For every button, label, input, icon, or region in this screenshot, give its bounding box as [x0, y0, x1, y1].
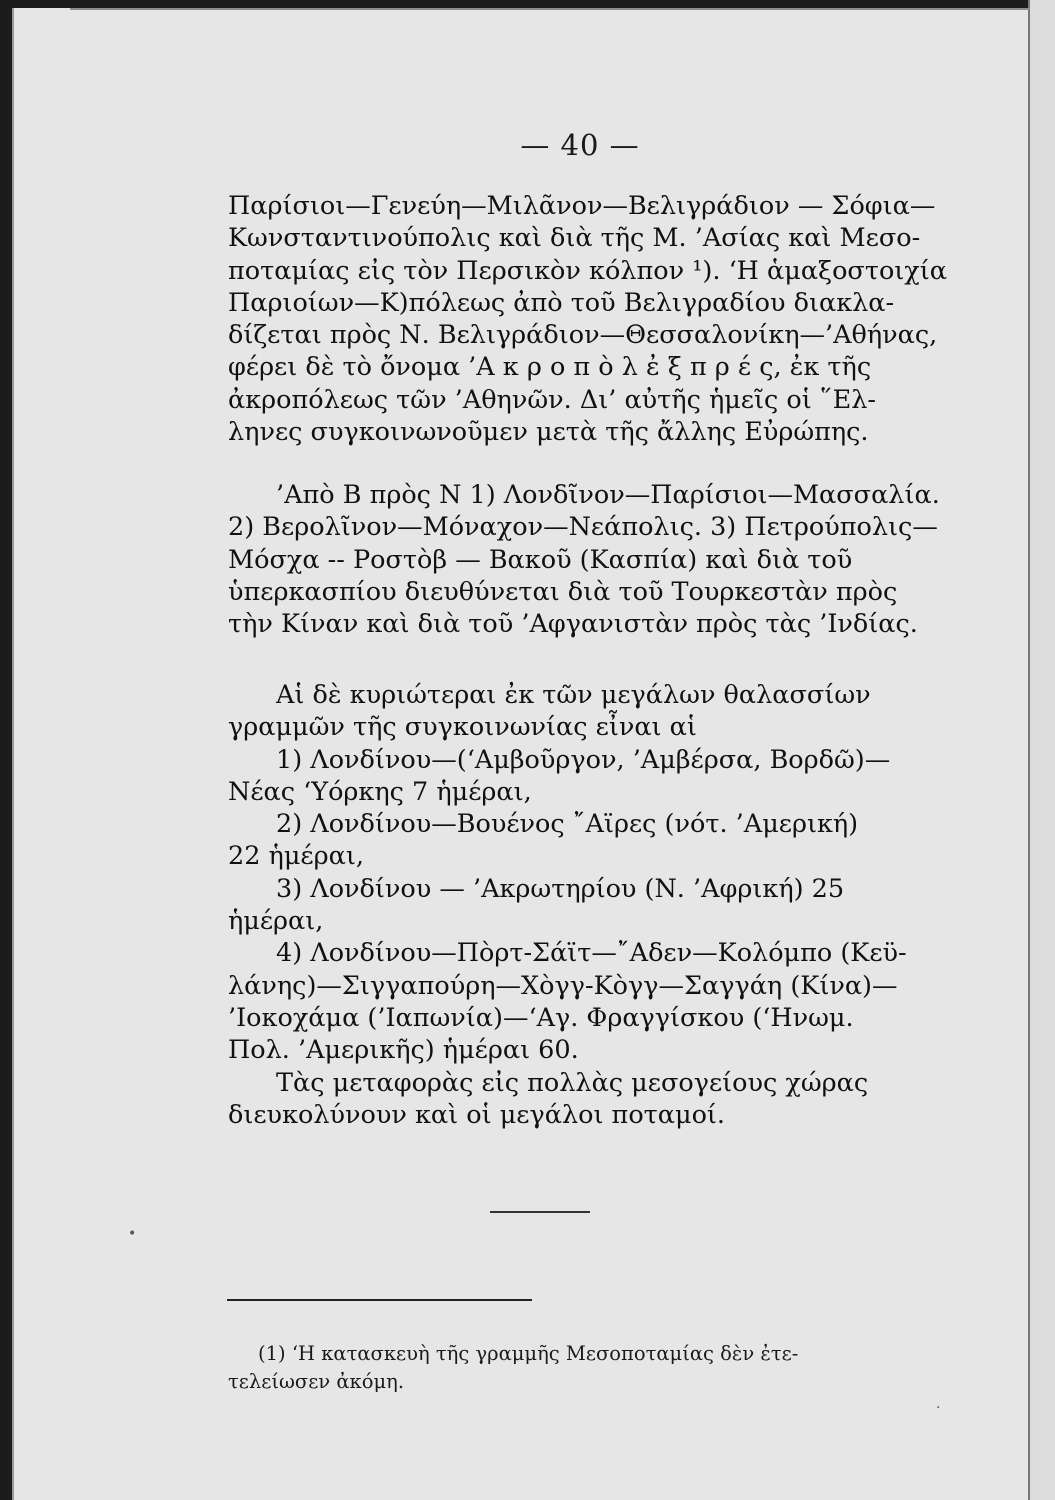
text-line: ’Ιοκοχάμα (’Ιαπωνία)—‘Αγ. Φραγγίσκου (‘Ηνωμ. — [228, 1002, 854, 1033]
text-line: γραμμῶν τῆς συγκοινωνίας εἶναι αἱ — [228, 712, 697, 743]
text-line: διευκολύνουν καὶ οἱ μεγάλοι ποταμοί. — [228, 1099, 726, 1130]
text-line: 1) Λονδίνου—(‘Αμβοῦργον, ’Αμβέρσα, Βορδῶ)— — [276, 744, 891, 775]
text-line: 4) Λονδίνου—Πὸρτ-Σάϊτ—῎Αδεν—Κολόμπο (Κεϋ- — [276, 938, 907, 969]
text-line: ὑπερκασπίου διευθύνεται διὰ τοῦ Τουρκεστὰν πρὸς — [228, 576, 898, 607]
text-line: φέρει δὲ τὸ ὄνομα ’Α κ ρ ο π ὸ λ ἐ ξ π ρ έ ς, ἐκ τῆς — [228, 352, 872, 383]
text-line: ληνες συγκοινωνοῦμεν μετὰ τῆς ἄλλης Εὐρώπης. — [228, 417, 869, 448]
text-line: ἡμέραι, — [228, 906, 324, 937]
text-line: Αἱ δὲ κυριώτεραι ἐκ τῶν μεγάλων θαλασσίων — [276, 680, 871, 710]
text-line: δίζεται πρὸς Ν. Βελιγράδιον—Θεσσαλονίκη—’Αθήνας, — [228, 320, 938, 351]
footnote — [228, 1340, 938, 1396]
text-line: 3) Λονδίνου — ’Ακρωτηρίου (Ν. ’Αφρική) 25 — [276, 873, 845, 904]
text-line: λάνης)—Σιγγαπούρη—Χὸγγ-Κὸγγ—Σαγγάη (Κίνα)— — [228, 970, 898, 1001]
text-line: ποταμίας εἰς τὸν Περσικὸν κόλπον ¹). ‘Η ἁμαξοστοιχία — [228, 255, 947, 286]
footnote-line: τελείωσεν ἀκόμη. — [228, 1370, 405, 1393]
speck-mark: · — [936, 1400, 941, 1416]
paragraph-sea-routes — [228, 679, 940, 1131]
paragraph-railways-north-south — [228, 479, 940, 640]
text-line: 2) Βερολῖνον—Μόναχον—Νεάπολις. 3) Πετρούπολις— — [228, 512, 938, 543]
page-edge — [1028, 0, 1055, 1500]
text-line: Τὰς μεταφορὰς εἰς πολλὰς μεσογείους χώρας — [276, 1067, 869, 1098]
section-divider — [490, 1211, 590, 1213]
text-line: Μόσχα -- Ροστὸβ — Βακοῦ (Κασπία) καὶ διὰ τοῦ — [228, 544, 853, 575]
text-line: Παρίσιοι—Γενεύη—Μιλᾶνον—Βελιγράδιον — Σόφια— — [228, 191, 936, 221]
text-line: Νέας ‘Υόρκης 7 ἡμέραι, — [228, 776, 532, 807]
text-line: ’Απὸ Β πρὸς Ν 1) Λονδῖνον—Παρίσιοι—Μασσαλία. — [276, 480, 940, 510]
text-line: 2) Λονδίνου—Βουένος ῎Αϊρες (νότ. ’Αμερική) — [276, 809, 859, 840]
text-line: ἀκροπόλεως τῶν ’Αθηνῶν. Δι’ αὐτῆς ἡμεῖς οἱ ῞Ελ- — [228, 384, 876, 415]
text-line: Κωνσταντινούπολις καὶ διὰ τῆς Μ. ’Ασίας καὶ Μεσο- — [228, 223, 921, 254]
paragraph-railways-east — [228, 190, 947, 448]
text-line: 22 ἡμέραι, — [228, 841, 364, 872]
text-line: Πολ. ’Αμερικῆς) ἡμέραι 60. — [228, 1035, 579, 1066]
text-line: τὴν Κίναν καὶ διὰ τοῦ ’Αφγανιστὰν πρὸς τὰς ’Ινδίας. — [228, 609, 918, 640]
text-line: Παριοίων—Κ)πόλεως ἀπὸ τοῦ Βελιγραδίου διακλα- — [228, 287, 895, 318]
page-number: — 40 — — [520, 128, 640, 162]
top-border — [70, 8, 1030, 10]
footnote-divider — [227, 1299, 532, 1301]
speck-mark: • — [128, 1226, 137, 1242]
footnote-line: (1) ‘Η κατασκευὴ τῆς γραμμῆς Μεσοποταμίας δὲν ἐτε- — [258, 1342, 799, 1365]
